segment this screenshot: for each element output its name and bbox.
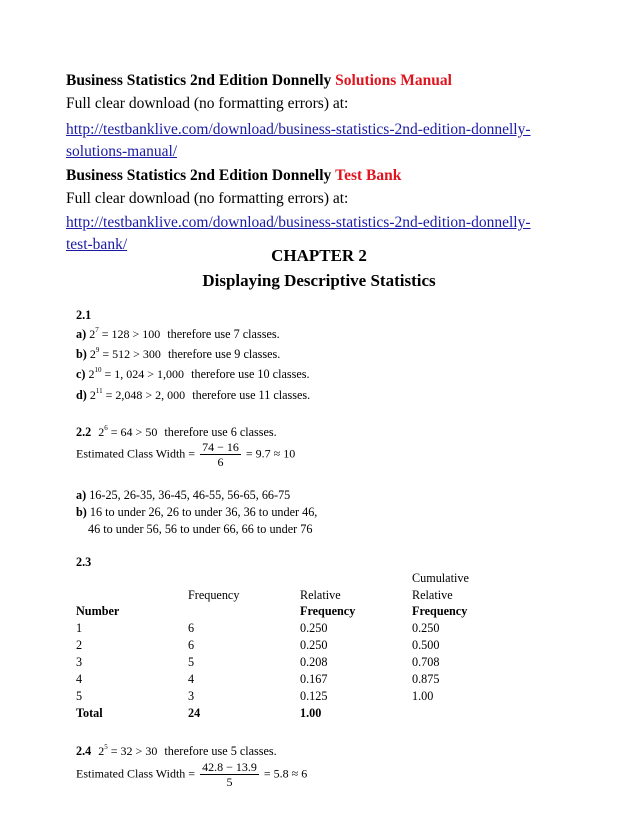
denominator: 5 (226, 775, 233, 789)
problem-2-2-line (76, 425, 277, 440)
formula-label: Estimated Class Width = (76, 766, 196, 781)
power-expr (90, 347, 161, 361)
inequality: = 1, 024 > 1,000 (101, 367, 185, 381)
class-list: 16-25, 26-35, 36-45, 46-55, 56-65, 66-75 (89, 488, 291, 502)
table-cell: 6 (188, 638, 195, 652)
table-total-relative: 1.00 (300, 706, 322, 720)
book1-title-line (66, 70, 452, 92)
table-cell: 0.250 (300, 621, 328, 635)
numerator: 74 − 16 (202, 440, 239, 454)
table-cell: 4 (188, 672, 195, 686)
base: 2 (89, 347, 96, 361)
exponent: 10 (94, 366, 102, 374)
problem-2-2-label: 2.2 (76, 425, 92, 439)
exponent: 11 (95, 387, 103, 395)
item-label: d) (76, 388, 87, 402)
problem-2-2-a (76, 488, 290, 503)
book1-url-line2[interactable]: solutions-manual/ (66, 143, 178, 160)
table-cell: 0.250 (412, 621, 440, 635)
problem-2-3-label: 2.3 (76, 555, 92, 569)
table-cell: 4 (76, 672, 83, 686)
inequality: = 64 > 50 (107, 425, 158, 439)
inequality: = 128 > 100 (98, 327, 161, 341)
conclusion: therefore use 5 classes. (164, 744, 277, 758)
header-number: Number (76, 604, 120, 618)
problem-2-1-c (76, 367, 310, 382)
book1-url-line1[interactable]: http://testbanklive.com/download/business-statistics-2nd-edition-donnelly- (66, 121, 531, 138)
exponent: 7 (95, 326, 99, 334)
header-frequency: Frequency (188, 588, 240, 602)
numerator: 42.8 − 13.9 (202, 760, 257, 774)
class-width-formula-2-4 (76, 760, 307, 789)
power-expr (89, 367, 185, 381)
item-label: c) (76, 367, 86, 381)
table-total-frequency: 24 (188, 706, 201, 720)
table-cell: 0.167 (300, 672, 328, 686)
power-expr (98, 744, 157, 758)
problem-2-2-b (76, 505, 317, 520)
chapter-title: Displaying Descriptive Statistics (202, 271, 436, 290)
chapter-number: CHAPTER 2 (271, 246, 367, 265)
table-cell: 0.208 (300, 655, 328, 669)
class-list-line2: 46 to under 56, 56 to under 66, 66 to under 76 (88, 522, 313, 536)
table-cell: 0.250 (300, 638, 328, 652)
table-total-label: Total (76, 706, 103, 720)
item-label: a) (76, 488, 87, 502)
book1-tag: Solutions Manual (335, 72, 452, 89)
item-label: a) (76, 327, 87, 341)
conclusion: therefore use 7 classes. (167, 327, 280, 341)
power-expr (89, 327, 160, 341)
header-relative: Relative (300, 588, 341, 602)
fraction (200, 440, 241, 469)
table-cell: 0.125 (300, 689, 328, 703)
exponent: 9 (95, 346, 100, 354)
book2-tag: Test Bank (335, 167, 402, 184)
inequality: = 512 > 300 (99, 347, 161, 361)
book2-title: Business Statistics 2nd Edition Donnelly (66, 167, 332, 184)
base: 2 (98, 425, 105, 439)
problem-2-1-a (76, 327, 280, 342)
conclusion: therefore use 6 classes. (164, 425, 277, 439)
fraction (200, 760, 259, 789)
table-cell: 0.708 (412, 655, 440, 669)
book2-url-line2[interactable]: test-bank/ (66, 236, 128, 253)
base: 2 (88, 367, 95, 381)
class-width-formula-2-2 (76, 440, 295, 469)
class-list-line1: 16 to under 26, 26 to under 36, 36 to under 46, (89, 505, 318, 519)
base: 2 (89, 388, 96, 402)
formula-label: Estimated Class Width = (76, 446, 196, 461)
problem-2-4-label: 2.4 (76, 744, 92, 758)
problem-2-4-line (76, 744, 277, 759)
formula-result: = 9.7 ≈ 10 (245, 446, 296, 461)
power-expr (90, 388, 185, 402)
conclusion: therefore use 10 classes. (191, 367, 310, 381)
denominator: 6 (217, 455, 224, 469)
conclusion: therefore use 11 classes. (192, 388, 311, 402)
book2-url-line1[interactable]: http://testbanklive.com/download/business-statistics-2nd-edition-donnelly- (66, 214, 531, 231)
table-cell: 5 (76, 689, 83, 703)
exponent: 5 (104, 743, 108, 751)
table-cell: 0.500 (412, 638, 440, 652)
table-cell: 5 (188, 655, 195, 669)
problem-2-1-label: 2.1 (76, 308, 92, 322)
power-expr (98, 425, 157, 439)
table-cell: 3 (188, 689, 195, 703)
download-line-2: Full clear download (no formatting errors) at: (66, 190, 349, 207)
table-cell: 0.875 (412, 672, 440, 686)
header-cumulative: Cumulative (412, 571, 469, 585)
table-cell: 3 (76, 655, 83, 669)
header-cum-relative: Relative (412, 588, 453, 602)
inequality: = 2,048 > 2, 000 (102, 388, 186, 402)
table-cell: 1 (76, 621, 83, 635)
header-relative-frequency: Frequency (300, 604, 356, 618)
book2-title-line (66, 165, 401, 187)
problem-2-1-d (76, 388, 310, 403)
conclusion: therefore use 9 classes. (167, 347, 281, 361)
inequality: = 32 > 30 (107, 744, 158, 758)
problem-2-1-b (76, 347, 280, 362)
table-cell: 2 (76, 638, 83, 652)
table-cell: 1.00 (412, 689, 434, 703)
item-label: b) (76, 347, 87, 361)
download-line-1: Full clear download (no formatting errors) at: (66, 95, 349, 112)
base: 2 (98, 744, 105, 758)
base: 2 (89, 327, 96, 341)
item-label: b) (76, 505, 87, 519)
header-cum-frequency: Frequency (412, 604, 468, 618)
exponent: 6 (104, 424, 108, 432)
formula-result: = 5.8 ≈ 6 (263, 766, 308, 781)
table-cell: 6 (188, 621, 195, 635)
book1-title: Business Statistics 2nd Edition Donnelly (66, 72, 332, 89)
